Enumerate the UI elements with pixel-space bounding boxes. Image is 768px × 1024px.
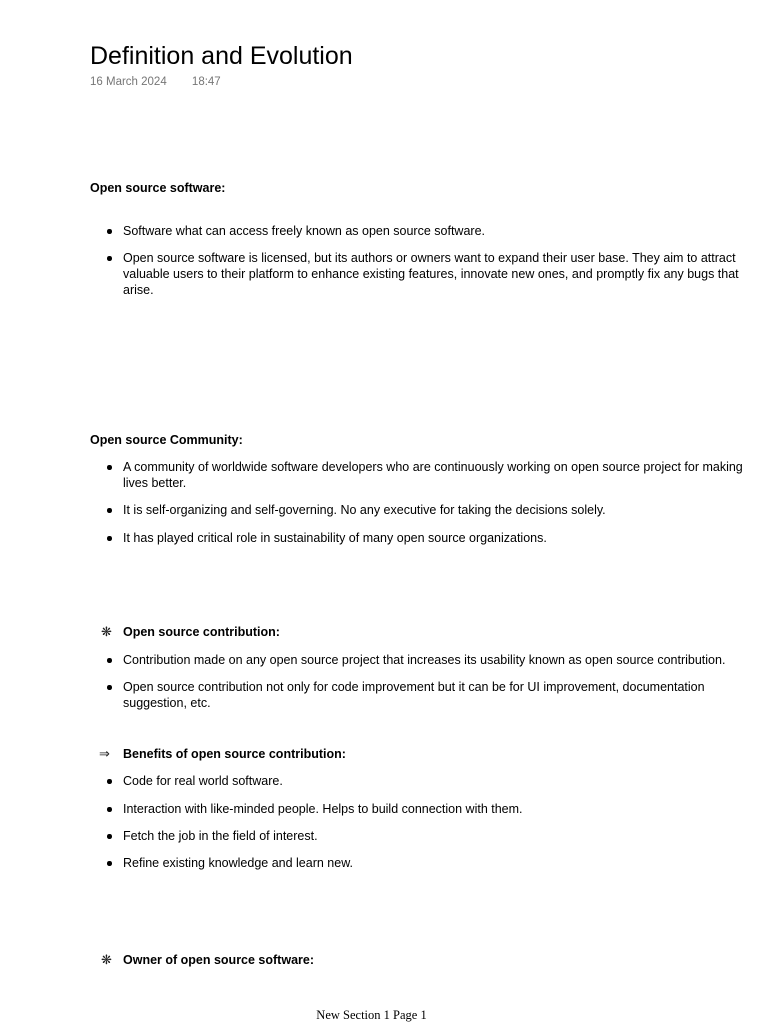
list-item: Refine existing knowledge and learn new. [123,855,763,871]
page-meta [90,74,221,90]
list-item: Contribution made on any open source project that increases its usability known as open source contribution. [123,652,763,668]
list-item: Fetch the job in the field of interest. [123,828,763,844]
list-item: Interaction with like-minded people. Helps to build connection with them. [123,801,763,817]
asterisk-icon: ❋ [101,624,112,639]
list-item: Open source software is licensed, but its authors or owners want to expand their user base. They aim to attract valuable users to their platform to enhance existing features, innovate new ones, and promptly fix any bugs that arise. [123,250,763,298]
asterisk-icon: ❋ [101,952,112,967]
page-title: Definition and Evolution [90,42,353,70]
page-date: 16 March 2024 [90,76,167,88]
section-heading-open-source-community: Open source Community: [90,433,243,447]
page-time: 18:47 [191,76,221,88]
list-item: Code for real world software. [123,773,763,789]
list-item: Open source contribution not only for code improvement but it can be for UI improvement, documentation suggestion, etc. [123,679,763,711]
section-heading-open-source-contribution: Open source contribution: [123,625,280,639]
list-item: Software what can access freely known as open source software. [123,223,763,239]
list-item: It is self-organizing and self-governing. No any executive for taking the decisions solely. [123,502,763,518]
list-item: It has played critical role in sustainability of many open source organizations. [123,530,763,546]
page-footer: New Section 1 Page 1 [316,1008,427,1022]
section-heading-owner: Owner of open source software: [123,953,315,967]
list-item: A community of worldwide software developers who are continuously working on open source project for making lives better. [123,459,763,491]
section-heading-benefits: Benefits of open source contribution: [123,747,346,761]
section-heading-open-source-software: Open source software: [90,181,226,195]
arrow-right-icon: ⇒ [99,746,110,761]
